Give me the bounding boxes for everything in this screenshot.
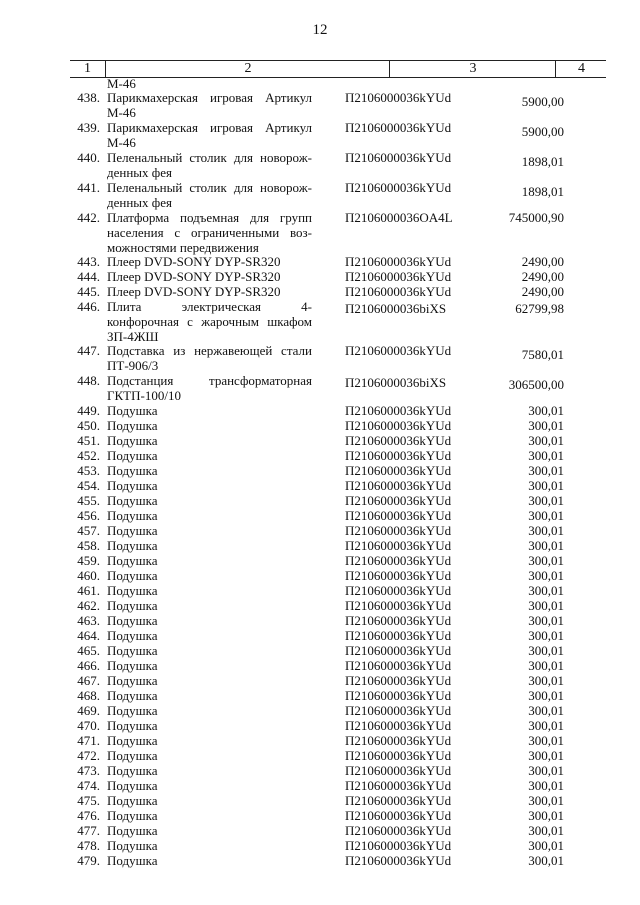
item-name-line: Плеер DVD-SONY DYP-SR320 (107, 254, 281, 269)
inventory-code: П2106000036kYUd (345, 793, 452, 808)
inventory-code: П2106000036kYUd (345, 808, 452, 823)
table-row (0, 493, 640, 508)
row-number: 456. (77, 508, 100, 523)
inventory-code: П2106000036kYUd (345, 628, 452, 643)
row-number: 441. (77, 180, 100, 195)
page-number: 12 (312, 22, 328, 38)
item-price: 300,01 (528, 823, 564, 838)
table-row (0, 673, 640, 688)
inventory-code: П2106000036kYUd (345, 763, 452, 778)
item-price: 2490,00 (521, 284, 564, 299)
item-name-line: Подушка (107, 733, 158, 748)
table-row (0, 433, 640, 448)
item-price: 300,01 (528, 583, 564, 598)
item-name (107, 703, 312, 718)
inventory-code: П2106000036kYUd (345, 733, 452, 748)
header-col-3: 3 (389, 61, 556, 77)
item-price: 300,01 (528, 808, 564, 823)
item-name (107, 553, 312, 568)
table-row (0, 568, 640, 583)
item-name (107, 284, 312, 299)
row-number: 469. (77, 703, 100, 718)
table-body (0, 76, 640, 868)
inventory-code: П2106000036kYUd (345, 613, 452, 628)
row-number: 455. (77, 493, 100, 508)
row-number: 465. (77, 643, 100, 658)
row-number: 476. (77, 808, 100, 823)
item-name (107, 538, 312, 553)
inventory-code: П2106000036kYUd (345, 478, 452, 493)
item-name (107, 150, 312, 180)
item-name-line: Подушка (107, 643, 158, 658)
item-name-line: Пеленальный столик для новорож- (107, 180, 312, 195)
item-name (107, 838, 312, 853)
item-name (107, 493, 312, 508)
item-name (107, 254, 312, 269)
row-number: 464. (77, 628, 100, 643)
item-name (107, 778, 312, 793)
row-number: 438. (77, 90, 100, 105)
row-number: 462. (77, 598, 100, 613)
item-price: 300,01 (528, 493, 564, 508)
item-price: 300,01 (528, 643, 564, 658)
item-name (107, 373, 312, 403)
inventory-code: П2106000036biXS (345, 301, 447, 316)
item-name-line: ЗП-4ЖШ (107, 329, 159, 344)
item-name-line: конфорочная с жарочным шкафом (107, 314, 312, 329)
item-name-line: Подушка (107, 793, 158, 808)
item-name (107, 180, 312, 210)
item-name-line: Подстанция трансформаторная (107, 373, 312, 388)
table-row (0, 553, 640, 568)
item-price: 300,01 (528, 673, 564, 688)
item-name-line: можностями передвижения (107, 240, 259, 255)
table-row (0, 838, 640, 853)
item-price: 300,01 (528, 463, 564, 478)
row-number: 450. (77, 418, 100, 433)
item-name (107, 823, 312, 838)
row-number: 452. (77, 448, 100, 463)
inventory-code: П2106000036kYUd (345, 538, 452, 553)
item-name (107, 748, 312, 763)
table-row (0, 418, 640, 433)
inventory-code: П2106000036kYUd (345, 150, 452, 165)
row-number: 467. (77, 673, 100, 688)
row-number: 454. (77, 478, 100, 493)
inventory-code: П2106000036kYUd (345, 120, 452, 135)
item-name-line: Подушка (107, 433, 158, 448)
item-name-line: Подушка (107, 553, 158, 568)
header-col-1: 1 (84, 61, 91, 76)
table-row (0, 403, 640, 418)
item-name (107, 673, 312, 688)
item-name (107, 808, 312, 823)
item-name-line: Подушка (107, 403, 158, 418)
item-name (107, 658, 312, 673)
item-name-line: ГКТП-100/10 (107, 388, 181, 403)
row-number: 471. (77, 733, 100, 748)
row-number: 446. (77, 299, 100, 314)
inventory-code: П2106000036kYUd (345, 748, 452, 763)
row-number: 457. (77, 523, 100, 538)
item-name (107, 508, 312, 523)
continuation-row (0, 76, 640, 90)
inventory-code: П2106000036kYUd (345, 448, 452, 463)
item-price: 300,01 (528, 628, 564, 643)
item-name-line: ПТ-906/3 (107, 358, 159, 373)
inventory-code: П2106000036kYUd (345, 90, 452, 105)
inventory-code: П2106000036kYUd (345, 508, 452, 523)
row-number: 466. (77, 658, 100, 673)
item-name (107, 853, 312, 868)
row-number: 463. (77, 613, 100, 628)
table-row (0, 703, 640, 718)
table-row (0, 748, 640, 763)
inventory-code: П2106000036kYUd (345, 418, 452, 433)
item-name (107, 90, 312, 120)
inventory-code: П2106000036kYUd (345, 463, 452, 478)
item-name-line: Подушка (107, 538, 158, 553)
inventory-code: П2106000036kYUd (345, 343, 452, 358)
item-name-line: Пеленальный столик для новорож- (107, 150, 312, 165)
inventory-code: П2106000036kYUd (345, 433, 452, 448)
item-price: 300,01 (528, 853, 564, 868)
row-number: 468. (77, 688, 100, 703)
row-number: 473. (77, 763, 100, 778)
item-name-line: Подушка (107, 763, 158, 778)
item-price: 300,01 (528, 553, 564, 568)
item-price: 300,01 (528, 733, 564, 748)
row-number: 447. (77, 343, 100, 358)
item-name-line: денных фея (107, 165, 172, 180)
item-price: 300,01 (528, 718, 564, 733)
inventory-code: П2106000036kYUd (345, 643, 452, 658)
item-price: 745000,90 (508, 210, 564, 225)
item-name (107, 643, 312, 658)
item-price: 300,01 (528, 538, 564, 553)
inventory-code: П2106000036kYUd (345, 553, 452, 568)
table-row (0, 733, 640, 748)
item-price: 300,01 (528, 793, 564, 808)
item-name (107, 763, 312, 778)
inventory-code: П2106000036kYUd (345, 673, 452, 688)
item-name-line: Подушка (107, 478, 158, 493)
inventory-code: П2106000036kYUd (345, 254, 452, 269)
table-row (0, 853, 640, 868)
item-name (107, 733, 312, 748)
table-row (0, 823, 640, 838)
item-name (107, 523, 312, 538)
item-name-line: Подушка (107, 688, 158, 703)
inventory-code: П2106000036kYUd (345, 853, 452, 868)
item-name-line: Парикмахерская игровая Артикул (107, 90, 312, 105)
row-number: 477. (77, 823, 100, 838)
table-row (0, 778, 640, 793)
inventory-code: П2106000036kYUd (345, 823, 452, 838)
inventory-code: П2106000036kYUd (345, 703, 452, 718)
item-price: 5900,00 (521, 124, 564, 139)
item-price: 2490,00 (521, 254, 564, 269)
table-row (0, 463, 640, 478)
header-col-4: 4 (555, 61, 607, 77)
item-name-line: Подушка (107, 823, 158, 838)
item-name-line: Подушка (107, 673, 158, 688)
item-name-line: Подушка (107, 778, 158, 793)
item-price: 300,01 (528, 778, 564, 793)
row-number: 443. (77, 254, 100, 269)
inventory-code: П2106000036kYUd (345, 778, 452, 793)
item-name-line: Подушка (107, 853, 158, 868)
table-row (0, 284, 640, 299)
item-name (107, 583, 312, 598)
item-name-line: Подушка (107, 448, 158, 463)
item-price: 300,01 (528, 568, 564, 583)
inventory-code: П2106000036kYUd (345, 718, 452, 733)
table-row (0, 583, 640, 598)
table-row (0, 643, 640, 658)
table-row (0, 628, 640, 643)
table-row (0, 718, 640, 733)
table-row (0, 180, 640, 210)
row-number: 453. (77, 463, 100, 478)
row-number: 449. (77, 403, 100, 418)
table-row (0, 658, 640, 673)
table-row (0, 598, 640, 613)
item-price: 300,01 (528, 838, 564, 853)
row-number: 440. (77, 150, 100, 165)
item-price: 5900,00 (521, 94, 564, 109)
item-name-line: Подушка (107, 463, 158, 478)
item-price: 300,01 (528, 448, 564, 463)
item-name (107, 343, 312, 373)
row-number: 459. (77, 553, 100, 568)
table-row (0, 90, 640, 120)
table-row (0, 763, 640, 778)
item-name-line: Плеер DVD-SONY DYP-SR320 (107, 269, 281, 284)
table-row (0, 508, 640, 523)
row-number: 444. (77, 269, 100, 284)
item-name (107, 448, 312, 463)
table-row (0, 523, 640, 538)
item-name (107, 269, 312, 284)
table-row (0, 150, 640, 180)
inventory-code: П2106000036kYUd (345, 180, 452, 195)
item-name-line: Плеер DVD-SONY DYP-SR320 (107, 284, 281, 299)
inventory-code: П2106000036biXS (345, 375, 447, 390)
row-number: 475. (77, 793, 100, 808)
item-price: 2490,00 (521, 269, 564, 284)
item-price: 300,01 (528, 613, 564, 628)
item-name-line: Подушка (107, 628, 158, 643)
table-row (0, 343, 640, 373)
item-price: 1898,01 (521, 154, 564, 169)
inventory-code: П2106000036kYUd (345, 284, 452, 299)
item-price: 300,01 (528, 508, 564, 523)
item-name-line: Подушка (107, 508, 158, 523)
item-name (107, 568, 312, 583)
item-price: 300,01 (528, 688, 564, 703)
row-number: 478. (77, 838, 100, 853)
inventory-code: П2106000036kYUd (345, 688, 452, 703)
item-price: 300,01 (528, 523, 564, 538)
item-name (107, 613, 312, 628)
item-price: 300,01 (528, 703, 564, 718)
item-price: 300,01 (528, 478, 564, 493)
item-name-line: денных фея (107, 195, 172, 210)
item-price: 300,01 (528, 418, 564, 433)
item-name (107, 628, 312, 643)
inventory-code: П2106000036kYUd (345, 598, 452, 613)
item-name-line: Подушка (107, 568, 158, 583)
item-price: 62799,98 (515, 301, 564, 316)
item-price: 300,01 (528, 748, 564, 763)
item-name (107, 120, 312, 150)
item-name-line: Подушка (107, 493, 158, 508)
table-row (0, 120, 640, 150)
item-name-line: Подушка (107, 838, 158, 853)
inventory-code: П2106000036kYUd (345, 493, 452, 508)
item-name-continuation: М-46 (107, 76, 136, 91)
item-name-line: М-46 (107, 105, 136, 120)
inventory-code: П2106000036OA4L (345, 210, 453, 225)
row-number: 439. (77, 120, 100, 135)
item-price: 300,01 (528, 598, 564, 613)
inventory-code: П2106000036kYUd (345, 403, 452, 418)
header-col-2: 2 (105, 61, 390, 77)
item-name (107, 463, 312, 478)
row-number: 472. (77, 748, 100, 763)
row-number: 445. (77, 284, 100, 299)
item-name (107, 688, 312, 703)
item-name-line: Подушка (107, 703, 158, 718)
inventory-code: П2106000036kYUd (345, 583, 452, 598)
item-name-line: населения с ограниченными воз- (107, 225, 312, 240)
item-name (107, 403, 312, 418)
table-row (0, 478, 640, 493)
item-name (107, 418, 312, 433)
table-row (0, 299, 640, 343)
item-name-line: Подушка (107, 418, 158, 433)
item-name (107, 210, 312, 255)
table-row (0, 448, 640, 463)
row-number: 474. (77, 778, 100, 793)
item-price: 7580,01 (521, 347, 564, 362)
inventory-code: П2106000036kYUd (345, 838, 452, 853)
item-name (107, 299, 312, 344)
item-name-line: Подушка (107, 583, 158, 598)
row-number: 460. (77, 568, 100, 583)
inventory-code: П2106000036kYUd (345, 568, 452, 583)
table-row (0, 688, 640, 703)
table-row (0, 613, 640, 628)
row-number: 458. (77, 538, 100, 553)
item-name-line: Подушка (107, 613, 158, 628)
inventory-code: П2106000036kYUd (345, 658, 452, 673)
table-row (0, 808, 640, 823)
item-name-line: Подушка (107, 808, 158, 823)
table-row (0, 373, 640, 403)
table-row (0, 254, 640, 269)
item-name (107, 478, 312, 493)
item-name-line: М-46 (107, 135, 136, 150)
row-number: 448. (77, 373, 100, 388)
item-name-line: Платформа подъемная для групп (107, 210, 312, 225)
item-price: 300,01 (528, 433, 564, 448)
item-name-line: Подушка (107, 748, 158, 763)
row-number: 442. (77, 210, 100, 225)
row-number: 451. (77, 433, 100, 448)
row-number: 470. (77, 718, 100, 733)
item-name (107, 433, 312, 448)
item-name-line: Парикмахерская игровая Артикул (107, 120, 312, 135)
item-name-line: Подушка (107, 658, 158, 673)
item-price: 306500,00 (508, 377, 564, 392)
item-price: 300,01 (528, 763, 564, 778)
inventory-code: П2106000036kYUd (345, 269, 452, 284)
row-number: 479. (77, 853, 100, 868)
table-row (0, 210, 640, 254)
item-price: 300,01 (528, 403, 564, 418)
row-number: 461. (77, 583, 100, 598)
item-name-line: Подушка (107, 598, 158, 613)
item-price: 300,01 (528, 658, 564, 673)
item-price: 1898,01 (521, 184, 564, 199)
item-name-line: Плита электрическая 4- (107, 299, 312, 314)
item-name-line: Подушка (107, 718, 158, 733)
table-row (0, 538, 640, 553)
inventory-code: П2106000036kYUd (345, 523, 452, 538)
table-row (0, 793, 640, 808)
table-row (0, 269, 640, 284)
item-name-line: Подушка (107, 523, 158, 538)
item-name (107, 718, 312, 733)
item-name (107, 598, 312, 613)
item-name-line: Подставка из нержавеющей стали (107, 343, 312, 358)
item-name (107, 793, 312, 808)
